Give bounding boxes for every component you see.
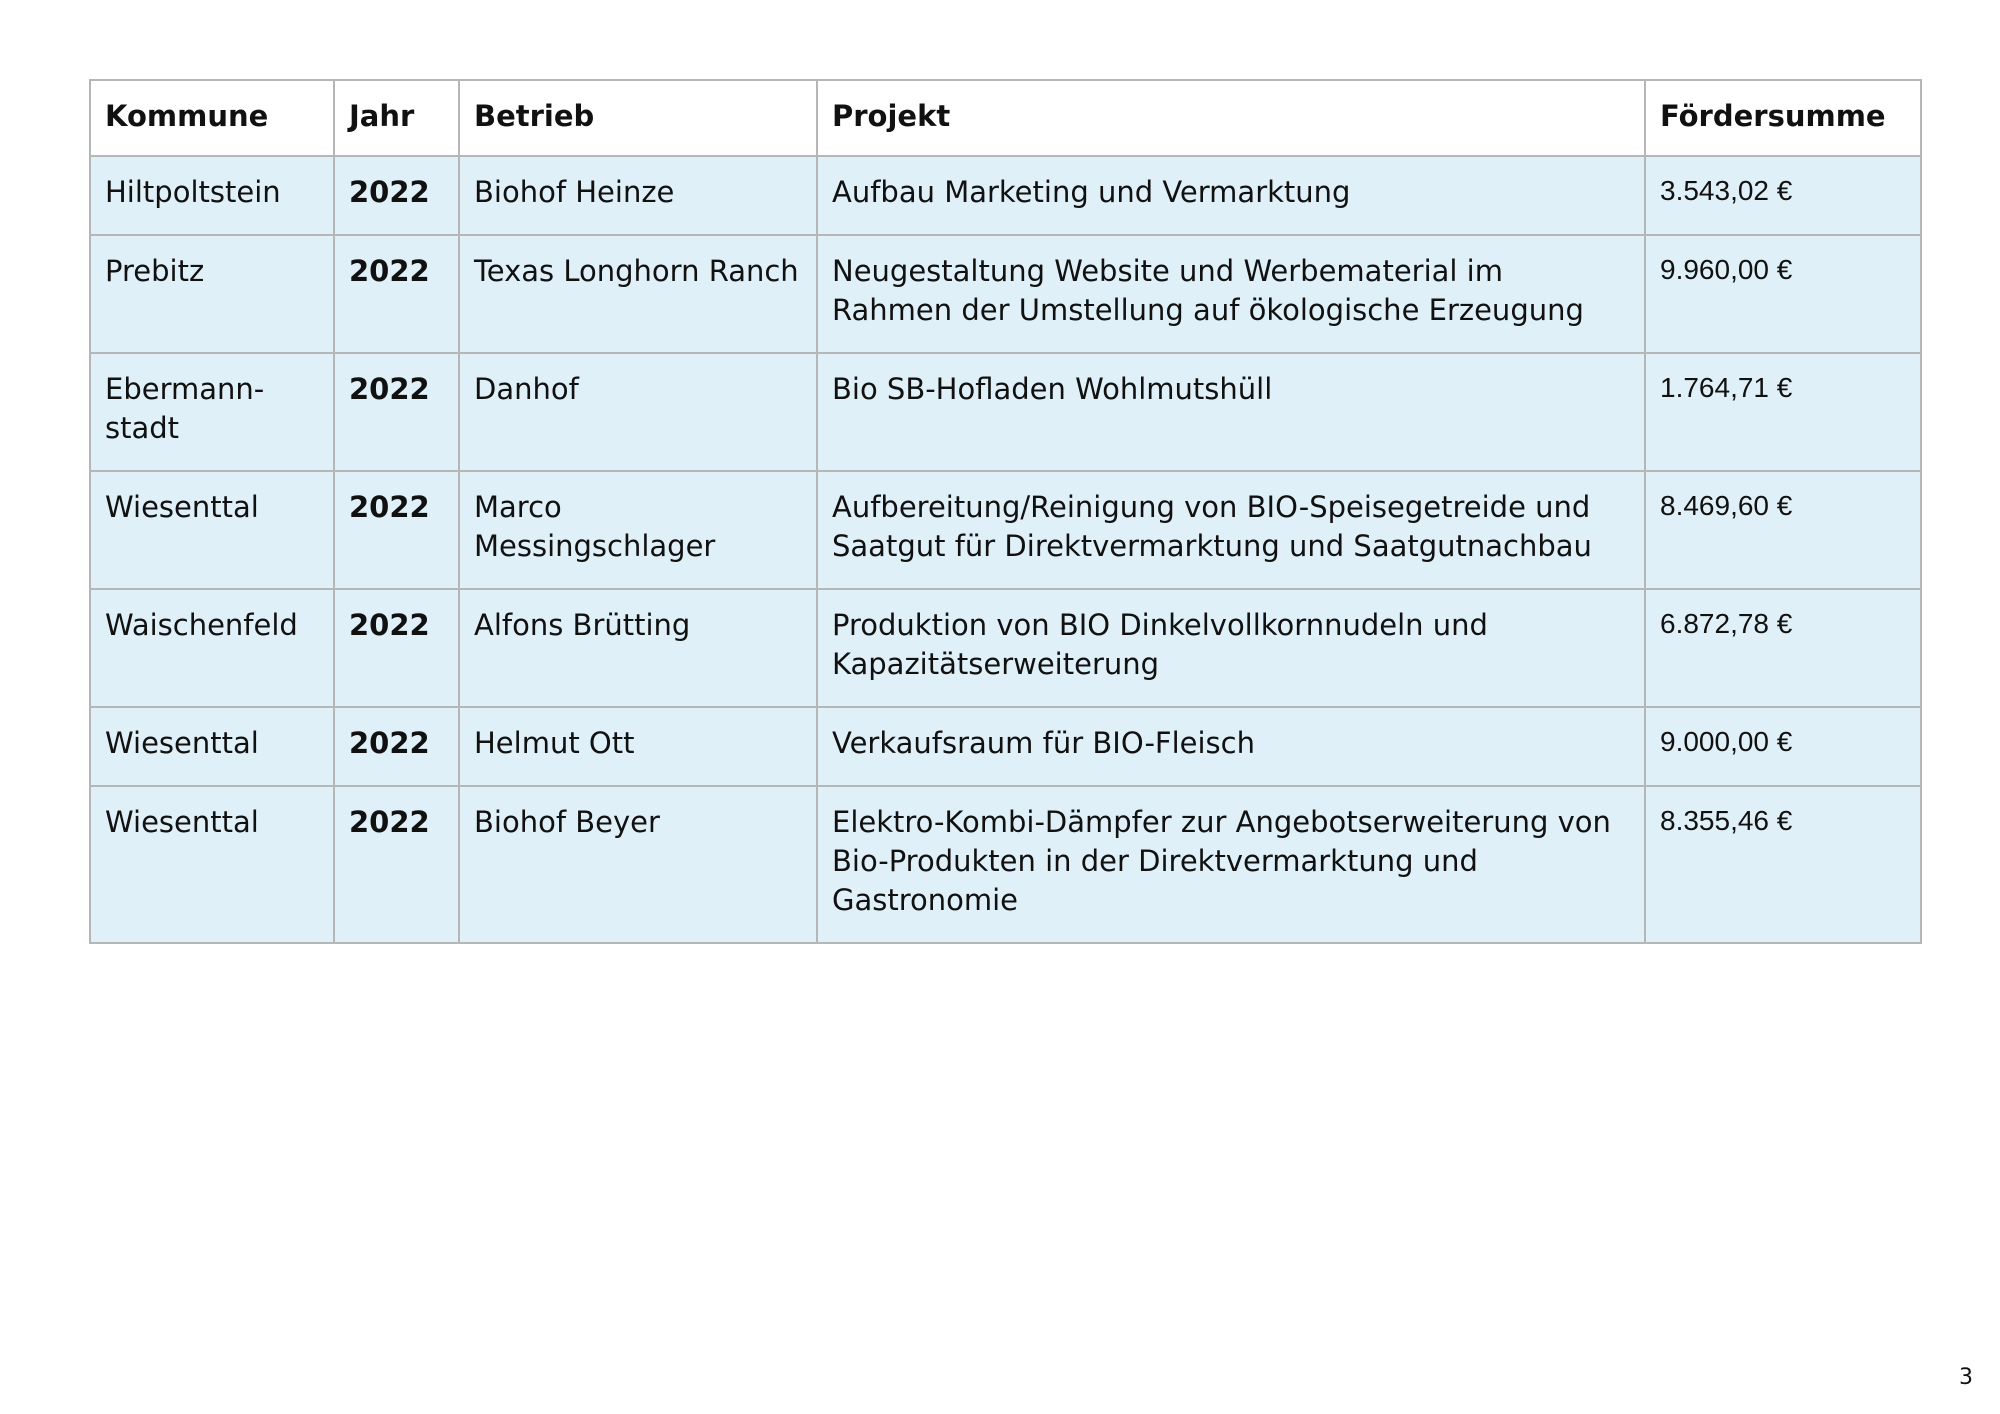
column-header-betrieb: Betrieb <box>459 80 817 156</box>
cell-foerdersumme: 3.543,02 € <box>1645 156 1921 235</box>
cell-betrieb: Biohof Heinze <box>459 156 817 235</box>
column-header-kommune: Kommune <box>90 80 334 156</box>
cell-foerdersumme: 8.355,46 € <box>1645 786 1921 943</box>
table-header <box>90 80 1921 156</box>
cell-projekt: Elektro-Kombi-Dämpfer zur Angebotserweiterung von Bio-Produkten in der Direktvermarktung und Gastronomie <box>817 786 1645 943</box>
cell-kommune: Waischenfeld <box>90 589 334 707</box>
cell-kommune: Wiesenttal <box>90 786 334 943</box>
table-row <box>90 707 1921 786</box>
cell-jahr: 2022 <box>334 589 459 707</box>
cell-foerdersumme: 9.000,00 € <box>1645 707 1921 786</box>
cell-betrieb: Helmut Ott <box>459 707 817 786</box>
cell-foerdersumme: 9.960,00 € <box>1645 235 1921 353</box>
page-number: 3 <box>1959 1365 1973 1390</box>
cell-betrieb: Alfons Brütting <box>459 589 817 707</box>
table-row <box>90 353 1921 471</box>
cell-kommune: Hiltpoltstein <box>90 156 334 235</box>
table-row <box>90 235 1921 353</box>
cell-kommune: Wiesenttal <box>90 471 334 589</box>
cell-betrieb: Marco Messingschlager <box>459 471 817 589</box>
cell-projekt: Aufbereitung/Reinigung von BIO-Speisegetreide und Saatgut für Direktvermarktung und Saatgutnachbau <box>817 471 1645 589</box>
cell-foerdersumme: 6.872,78 € <box>1645 589 1921 707</box>
cell-betrieb: Texas Longhorn Ranch <box>459 235 817 353</box>
cell-foerdersumme: 1.764,71 € <box>1645 353 1921 471</box>
table-row <box>90 786 1921 943</box>
cell-jahr: 2022 <box>334 235 459 353</box>
table-row <box>90 156 1921 235</box>
column-header-foerdersumme: Fördersumme <box>1645 80 1921 156</box>
table-row <box>90 471 1921 589</box>
cell-jahr: 2022 <box>334 353 459 471</box>
cell-projekt: Verkaufsraum für BIO-Fleisch <box>817 707 1645 786</box>
cell-betrieb: Danhof <box>459 353 817 471</box>
cell-kommune: Ebermann-stadt <box>90 353 334 471</box>
cell-foerdersumme: 8.469,60 € <box>1645 471 1921 589</box>
column-header-jahr: Jahr <box>334 80 459 156</box>
cell-jahr: 2022 <box>334 786 459 943</box>
table-body <box>90 156 1921 943</box>
cell-projekt: Aufbau Marketing und Vermarktung <box>817 156 1645 235</box>
column-header-projekt: Projekt <box>817 80 1645 156</box>
cell-kommune: Prebitz <box>90 235 334 353</box>
cell-projekt: Produktion von BIO Dinkelvollkornnudeln und Kapazitätserweiterung <box>817 589 1645 707</box>
cell-projekt: Bio SB-Hofladen Wohlmutshüll <box>817 353 1645 471</box>
cell-betrieb: Biohof Beyer <box>459 786 817 943</box>
funding-table <box>89 79 1922 944</box>
cell-jahr: 2022 <box>334 707 459 786</box>
header-row <box>90 80 1921 156</box>
cell-jahr: 2022 <box>334 471 459 589</box>
cell-jahr: 2022 <box>334 156 459 235</box>
cell-projekt: Neugestaltung Website und Werbematerial im Rahmen der Umstellung auf ökologische Erzeugung <box>817 235 1645 353</box>
cell-kommune: Wiesenttal <box>90 707 334 786</box>
table-row <box>90 589 1921 707</box>
